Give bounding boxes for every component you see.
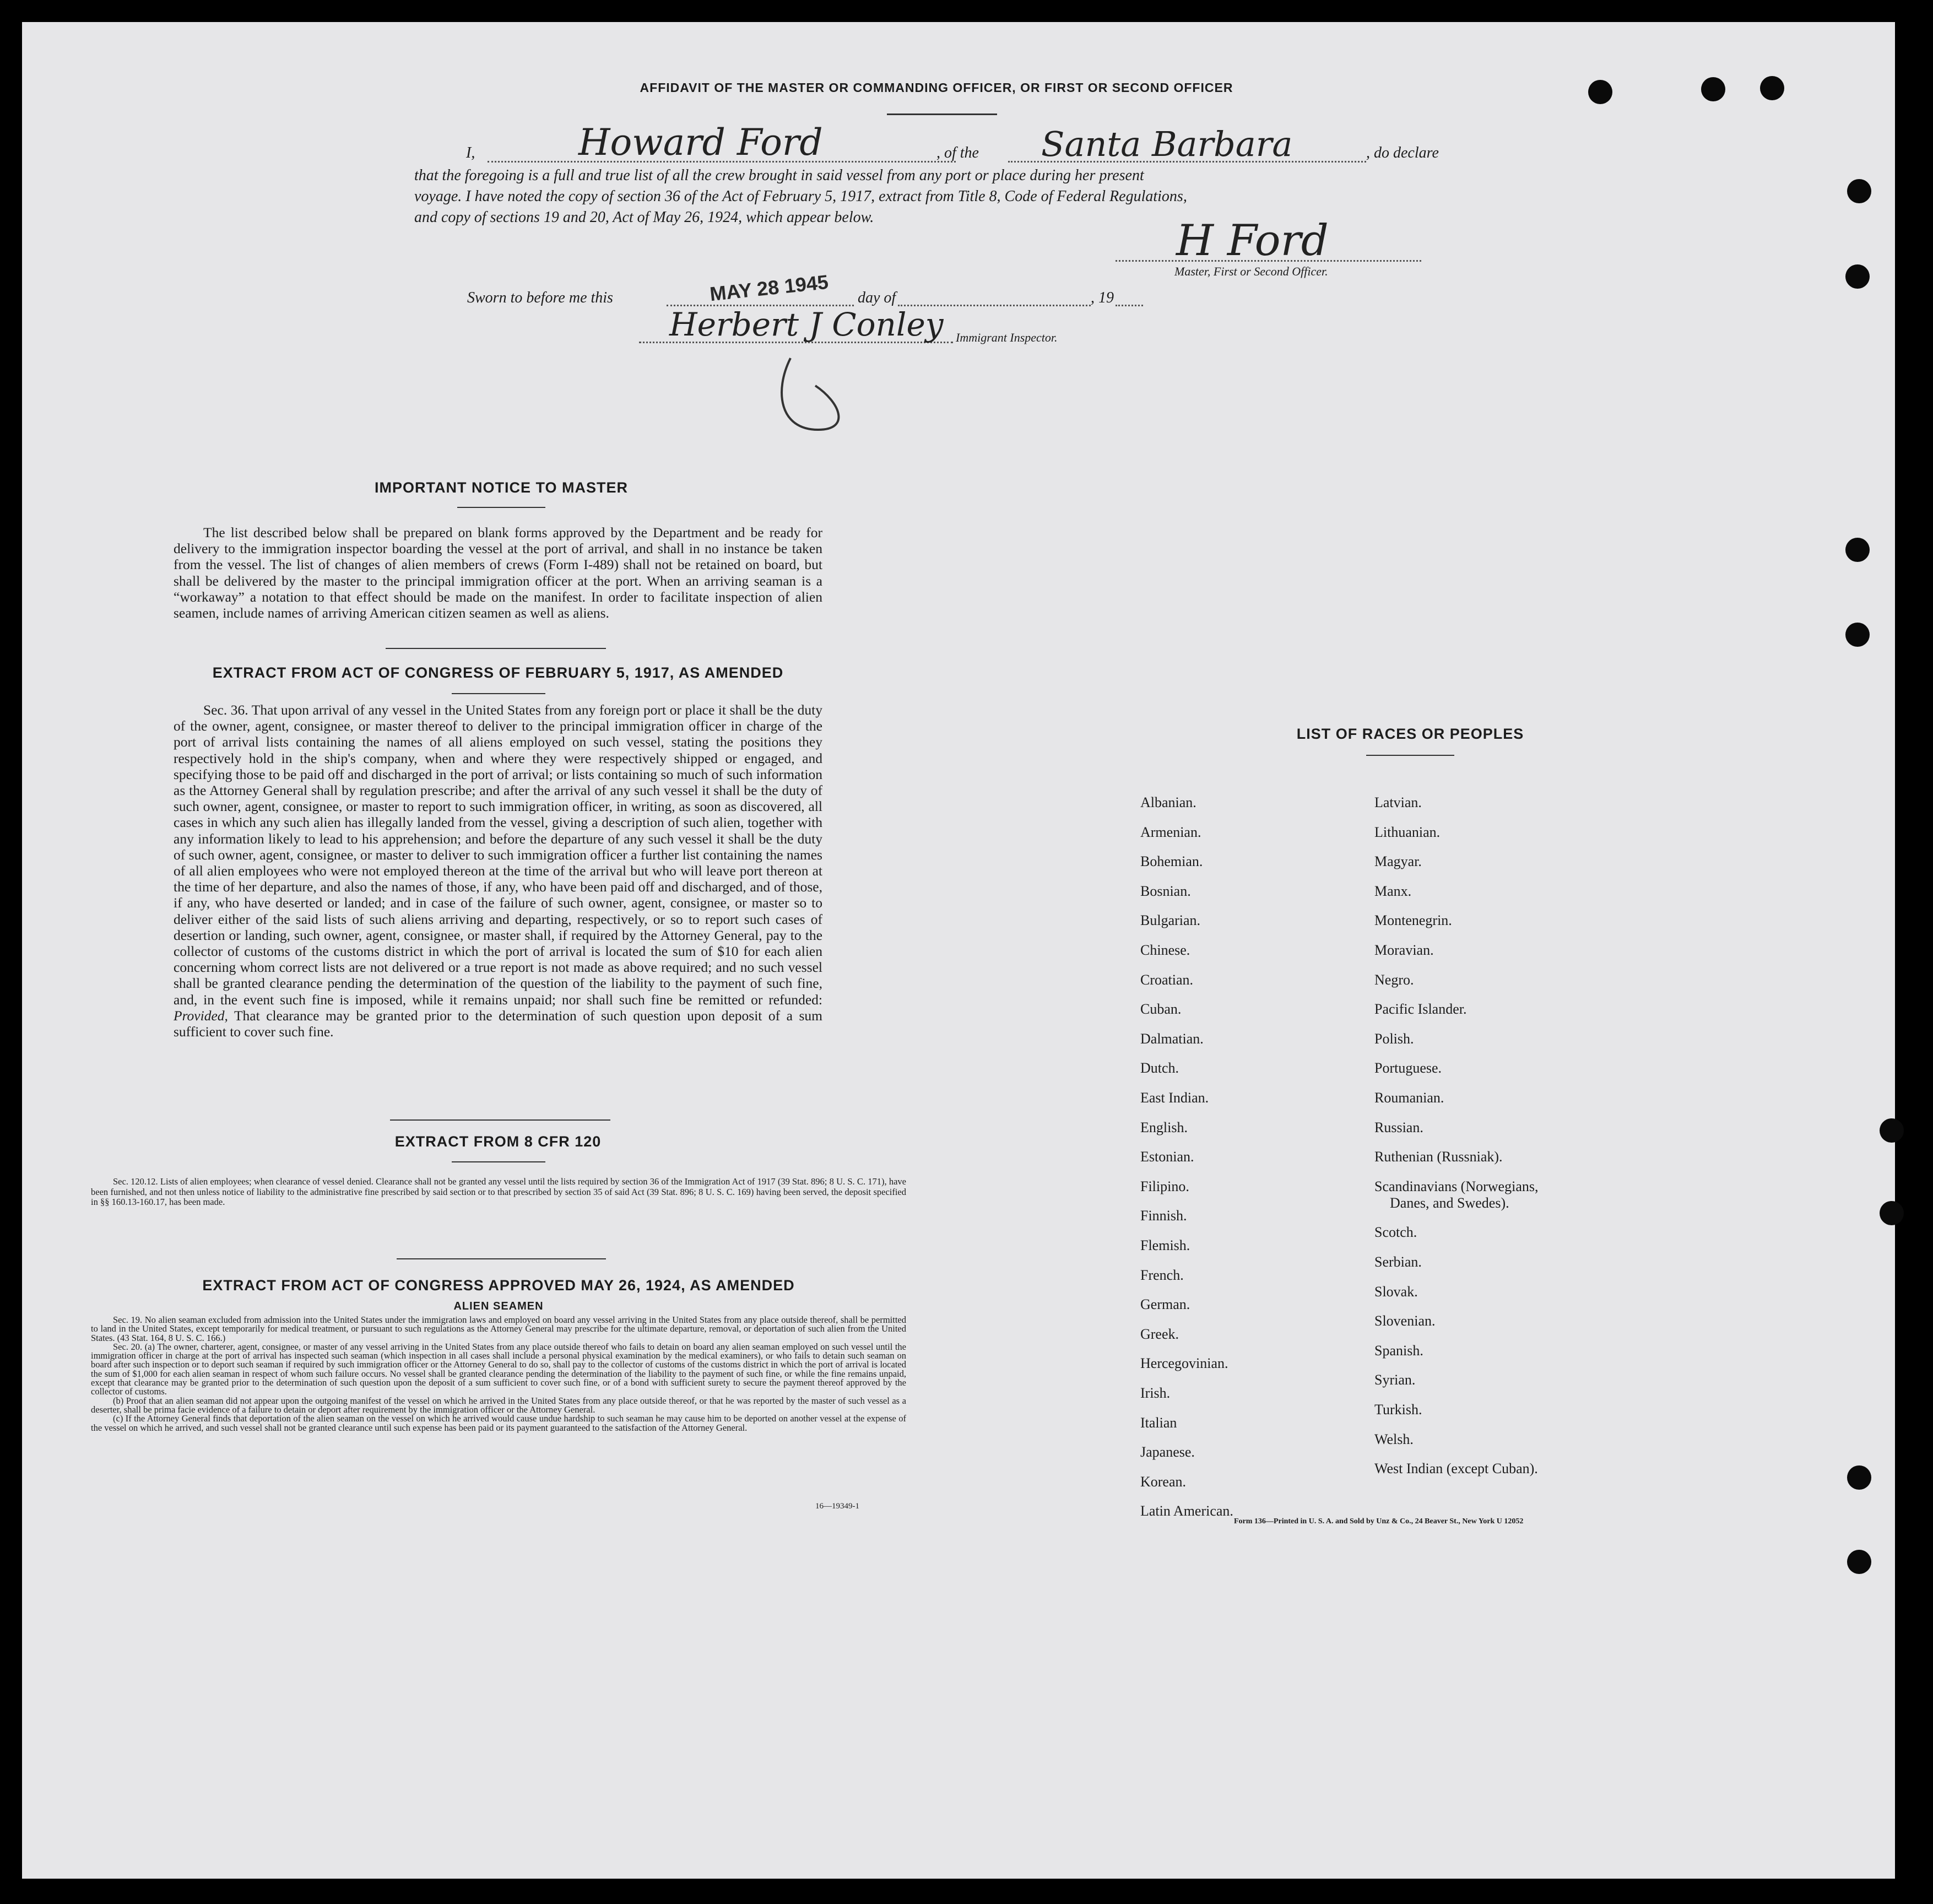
year-label: , 19 xyxy=(1091,289,1114,306)
divider xyxy=(452,1161,545,1162)
race-item: French. xyxy=(1140,1267,1184,1283)
divider xyxy=(1366,755,1454,756)
race-item: Ruthenian (Russniak). xyxy=(1374,1149,1503,1165)
race-item: Dutch. xyxy=(1140,1060,1179,1077)
sworn-label: Sworn to before me this xyxy=(467,289,613,306)
affidavit-line: and copy of sections 19 and 20, Act of May 26, 1924, which appear below. xyxy=(414,209,874,226)
race-item: Roumanian. xyxy=(1374,1090,1444,1106)
cfr-body: Sec. 120.12. Lists of alien employees; when clearance of vessel denied. Clearance shall not be granted any vessel until the lists required by section 36 of the Immigration Act of 1917 (39 Stat. 896; 8 U. S. C. 171), have been furnished, and not then unless notice of liability to the administrative fine prescribed by said section or to that prescribed by section 35 of said Act (39 Stat. 896; 8 U. S. C. 169) having been served, the deposit specified in §§ 160.13-160.17, has been made. xyxy=(91,1176,906,1207)
race-item: Montenegrin. xyxy=(1374,912,1452,929)
notice-body: The list described below shall be prepared on blank forms approved by the Department and be ready for delivery to the immigration inspector boarding the vessel at the port of arrival, and shall in no instance be taken from the vessel. The list of changes of alien members of crews (Form I-489) shall not be retained on board, but shall be delivered by the master to the principal immigration officer at the port. When an arriving seaman is a “workaway” a notation to that effect should be made on the manifest. In order to facilitate inspection of alien seamen, include names of arriving American citizen seamen as well as aliens. xyxy=(174,524,822,621)
punch-hole xyxy=(1588,80,1612,104)
extract-1924-body xyxy=(91,1316,906,1432)
punch-hole xyxy=(1847,1550,1871,1574)
master-signature: H Ford xyxy=(1176,216,1329,266)
race-item: Cuban. xyxy=(1140,1001,1182,1018)
affidavit-line: that the foregoing is a full and true list of all the crew brought in said vessel from any port or place during her present xyxy=(414,167,1144,184)
punch-hole xyxy=(1701,77,1725,101)
race-item: Italian xyxy=(1140,1414,1177,1431)
race-item: Slovak. xyxy=(1374,1283,1418,1300)
race-item: Syrian. xyxy=(1374,1372,1416,1388)
extract-1924-heading: EXTRACT FROM ACT OF CONGRESS APPROVED MAY 26, 1924, AS AMENDED xyxy=(202,1277,795,1294)
sec-20b-text: (b) Proof that an alien seaman did not appear upon the outgoing manifest of the vessel on which he arrived in the United States from any place outside thereof, or that he was reported by the master of such vessel as a deserter, shall be prima facie evidence of a failure to detain or deport after requirement by the immigration officer or the Attorney General. xyxy=(91,1395,906,1415)
race-item: Lithuanian. xyxy=(1374,824,1441,840)
race-item: Korean. xyxy=(1140,1473,1187,1490)
punch-hole xyxy=(1880,1118,1904,1143)
race-item: Irish. xyxy=(1140,1385,1171,1401)
divider xyxy=(457,507,545,508)
document-page xyxy=(22,22,1895,1879)
race-item: Spanish. xyxy=(1374,1342,1423,1359)
punch-hole xyxy=(1847,179,1871,203)
form-number: 16—19349-1 xyxy=(815,1502,859,1511)
race-item: Turkish. xyxy=(1374,1402,1422,1418)
extract-1917-body-start: Sec. 36. That upon arrival of any vessel in the United States from any foreign port or place it shall be the duty of the owner, agent, consignee, or master thereof to deliver to the principal immigration officer in charge of the port of arrival lists containing the names of all aliens employed on such vessel, stating the positions they respectively hold in the ship's company, when and where they were respectively shipped or engaged, and specifying those to be paid off and discharged in the port of arrival; or lists containing so much of such information as the Attorney General shall by regulation prescribe; and after the arrival of any such vessel it shall be the duty of such owner, agent, consignee, or master to report to such immigration officer, in writing, as soon as discovered, all cases in which any such alien has illegally landed from the vessel, giving a description of such alien, together with any information likely to lead to his apprehension; and before the departure of any such vessel it shall be the duty of such owner, agent, consignee, or master to deliver to such immigration officer a further list containing the names of all alien employees who were not employed thereon at the time of the arrival but who will leave port thereon at the time of her departure, and also the names of those, if any, who have been paid off and discharged, and of those, if any, who have deserted or landed; and in case of the failure of such owner, agent, consignee, or master so to deliver either of the said lists of such aliens arriving and departing, respectively, or so to report such cases of desertion or landing, such owner, agent, consignee, or master shall, if required by the Attorney General, pay to the collector of customs of the customs district in which the port of arrival is located the sum of $10 for each alien concerning whom correct lists are not delivered or a true report is not made as above required; and no such vessel shall be granted clearance pending the determination of the question of the liability to the payment of such fine, and, in the event such fine is imposed, while it remains unpaid; nor shall such fine be remitted or refunded: xyxy=(174,702,822,1008)
race-item: Russian. xyxy=(1374,1119,1423,1135)
race-item: Croatian. xyxy=(1140,971,1194,988)
affidavit-line: voyage. I have noted the copy of section 36 of the Act of February 5, 1917, extract from Title 8, Code of Federal Regulations, xyxy=(414,188,1187,205)
race-item: Scandinavians (Norwegians, xyxy=(1374,1178,1539,1194)
officer-name-handwritten: Howard Ford xyxy=(578,121,823,164)
race-item: Japanese. xyxy=(1140,1444,1195,1461)
divider xyxy=(452,693,545,694)
race-item: Pacific Islander. xyxy=(1374,1001,1467,1018)
divider xyxy=(397,1258,606,1259)
race-item: Portuguese. xyxy=(1374,1060,1442,1077)
date-stamp: MAY 28 1945 xyxy=(708,270,830,306)
race-item: Manx. xyxy=(1374,883,1412,899)
race-item: East Indian. xyxy=(1140,1090,1209,1106)
sec-19-text: Sec. 19. No alien seaman excluded from admission into the United States under the immigration laws and employed on board any vessel arriving in the United States from any place outside thereof, shall be permitted to land in the United States, except temporarily for medical treatment, or pursuant to such regulations as the Attorney General may prescribe for the ultimate departure, removal, or deportation of such alien from the United States. (43 Stat. 164, 8 U. S. C. 166.) xyxy=(91,1315,906,1343)
sec-20a-text: Sec. 20. (a) The owner, charterer, agent, consignee, or master of any vessel arriving in the United States from any place outside thereof who fails to detain on board any alien seaman employed on such vessel until the immigration officer in charge at the port of arrival has inspected such seaman (which inspection in all cases shall include a personal physical examination by the medical examiners), or who fails to detain such seaman on board after such inspection or to deport such seaman if required by such immigration officer or the Attorney General to do so, shall pay to the collector of customs of the customs district in which the port of arrival is located the sum of $1,000 for each alien seaman in respect of whom such failure occurs. No vessel shall be granted clearance pending the determination of the liability to the payment of such fine, or while the fine remains unpaid, except that clearance may be granted prior to the determination of such question upon the deposit of a sum sufficient to cover such fine, or of a bond with sufficient surety to secure the payment thereof approved by the collector of customs. xyxy=(91,1341,906,1397)
race-item: Estonian. xyxy=(1140,1149,1194,1165)
inspector-signature: Herbert J Conley xyxy=(669,306,944,343)
race-item: Flemish. xyxy=(1140,1237,1190,1253)
notice-heading: IMPORTANT NOTICE TO MASTER xyxy=(375,479,628,496)
race-item: Dalmatian. xyxy=(1140,1030,1204,1047)
race-item: West Indian (except Cuban). xyxy=(1374,1461,1538,1477)
race-item: Negro. xyxy=(1374,971,1414,988)
extract-1917-body xyxy=(174,702,822,1040)
inspector-signature-flourish xyxy=(757,347,868,446)
race-item: Latin American. xyxy=(1140,1503,1233,1519)
races-heading: LIST OF RACES OR PEOPLES xyxy=(1296,726,1524,742)
extract-1917-heading: EXTRACT FROM ACT OF CONGRESS OF FEBRUARY 5, 1917, AS AMENDED xyxy=(212,664,784,681)
race-item: Polish. xyxy=(1374,1030,1414,1047)
sec-20c-text: (c) If the Attorney General finds that deportation of the alien seaman on the vessel on which he arrived would cause undue hardship to such seaman he may cause him to be deported on another vessel at the expense of the vessel on which he arrived, and such vessel shall not be granted clearance until such expense has been paid or its payment guaranteed to the satisfaction of the Attorney General. xyxy=(91,1413,906,1433)
race-item: Moravian. xyxy=(1374,942,1434,958)
vessel-name-handwritten: Santa Barbara xyxy=(1041,124,1293,164)
divider xyxy=(887,113,997,115)
extract-1917-provided: Provided, xyxy=(174,1007,228,1024)
divider xyxy=(390,1119,610,1121)
affidavit-heading: AFFIDAVIT OF THE MASTER OR COMMANDING OFFICER, OR FIRST OR SECOND OFFICER xyxy=(640,80,1233,95)
punch-hole xyxy=(1845,264,1870,289)
race-item: Bulgarian. xyxy=(1140,912,1201,929)
divider xyxy=(386,648,606,649)
master-signature-caption: Master, First or Second Officer. xyxy=(1174,264,1328,278)
race-item: Bohemian. xyxy=(1140,853,1203,870)
race-item: Scotch. xyxy=(1374,1224,1417,1241)
race-item: Filipino. xyxy=(1140,1178,1189,1194)
punch-hole xyxy=(1760,76,1784,100)
do-declare-label: , do declare xyxy=(1366,144,1439,161)
punch-hole xyxy=(1845,538,1870,562)
race-item: English. xyxy=(1140,1119,1188,1135)
race-item: Hercegovinian. xyxy=(1140,1355,1228,1372)
race-item: Bosnian. xyxy=(1140,883,1191,899)
affidavit-i: I, xyxy=(466,144,475,161)
race-item: Finnish. xyxy=(1140,1208,1187,1224)
race-item: Albanian. xyxy=(1140,794,1196,810)
punch-hole xyxy=(1880,1201,1904,1225)
alien-seamen-subheading: ALIEN SEAMEN xyxy=(453,1300,544,1312)
race-item: Greek. xyxy=(1140,1326,1179,1342)
race-item: Chinese. xyxy=(1140,942,1190,958)
inspector-caption: Immigrant Inspector. xyxy=(956,331,1058,344)
race-item: Latvian. xyxy=(1374,794,1422,810)
of-the-label: , of the xyxy=(936,144,979,161)
race-item: Welsh. xyxy=(1374,1431,1414,1447)
race-item: German. xyxy=(1140,1296,1190,1313)
race-item: Magyar. xyxy=(1374,853,1422,870)
year-blank xyxy=(1116,305,1143,306)
extract-1917-body-end: That clearance may be granted prior to the determination of such question upon deposit of a sum sufficient to cover such fine. xyxy=(174,1007,822,1040)
race-item: Slovenian. xyxy=(1374,1313,1436,1329)
punch-hole xyxy=(1845,623,1870,647)
race-item: Armenian. xyxy=(1140,824,1201,840)
punch-hole xyxy=(1847,1465,1871,1490)
race-item: Serbian. xyxy=(1374,1254,1422,1270)
day-of-label: day of xyxy=(858,289,896,306)
cfr-heading: EXTRACT FROM 8 CFR 120 xyxy=(394,1133,602,1150)
race-item: Danes, and Swedes). xyxy=(1390,1194,1509,1211)
printer-footer: Form 136—Printed in U. S. A. and Sold by Unz & Co., 24 Beaver St., New York U 12052 xyxy=(1234,1517,1524,1526)
